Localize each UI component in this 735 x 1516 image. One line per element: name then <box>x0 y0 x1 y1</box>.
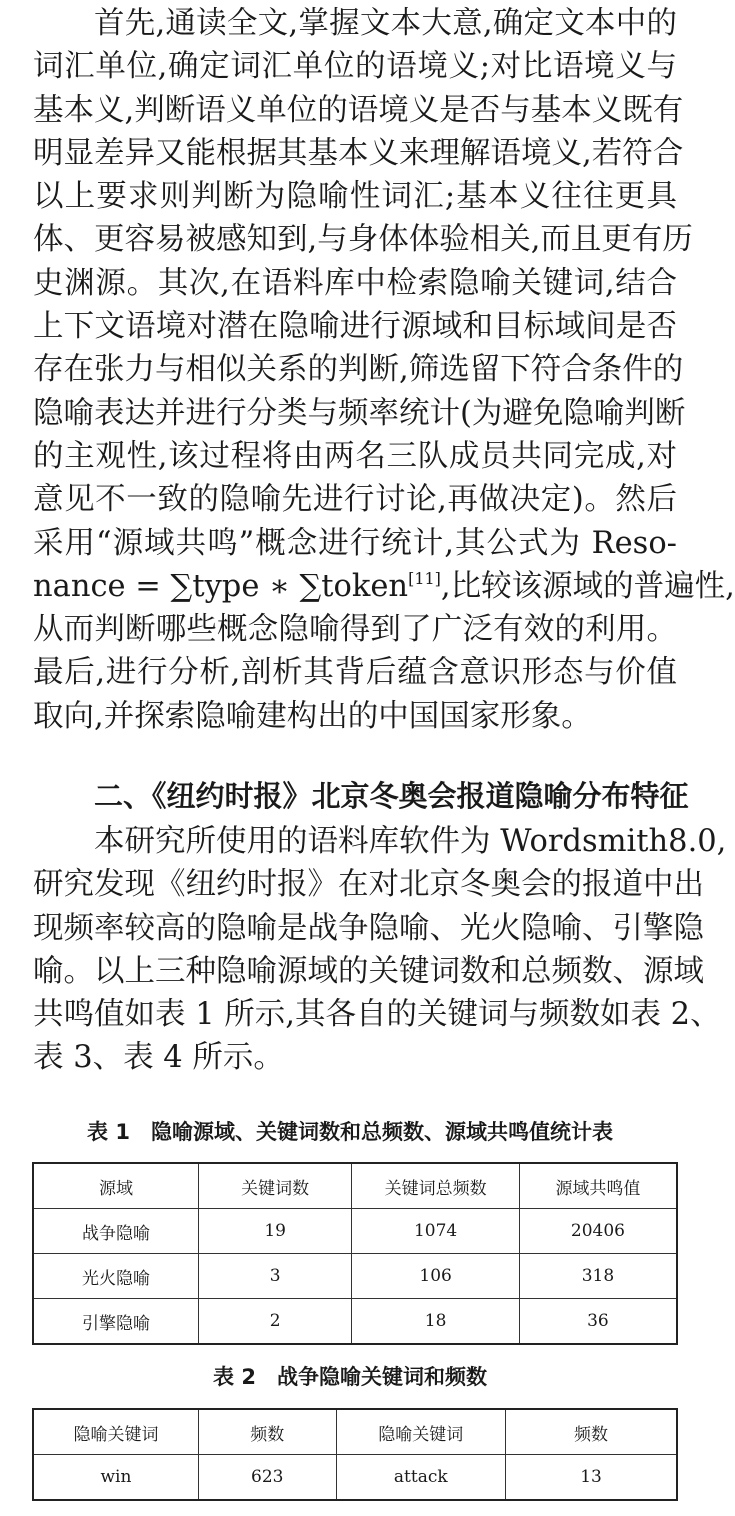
table-row <box>33 1254 677 1299</box>
table-cell: 36 <box>519 1299 677 1345</box>
table-cell: 光火隐喻 <box>33 1254 198 1299</box>
paragraph-method <box>33 2 735 738</box>
table1 <box>32 1162 678 1345</box>
text-line: 史渊源。其次,在语料库中检索隐喻关键词,结合 <box>33 265 677 301</box>
formula-text-after: ,比较该源域的普遍性, <box>440 568 735 604</box>
table-header-row <box>33 1409 677 1455</box>
table-cell: 106 <box>352 1254 520 1299</box>
text-line: 本研究所使用的语料库软件为 Wordsmith8.0, <box>94 824 727 859</box>
table-cell: 13 <box>506 1455 677 1501</box>
text-line: 取向,并探索隐喻建构出的中国国家形象。 <box>33 698 592 734</box>
table-header-cell: 源域共鸣值 <box>519 1163 677 1209</box>
table-cell: 19 <box>198 1209 351 1254</box>
table-header-cell: 关键词数 <box>198 1163 351 1209</box>
table-cell: 2 <box>198 1299 351 1345</box>
text-line: 基本义,判断语义单位的语境义是否与基本义既有 <box>33 92 684 128</box>
table-cell: 1074 <box>352 1209 520 1254</box>
table-row <box>33 1455 677 1501</box>
table-cell: attack <box>336 1455 506 1501</box>
table-header-cell: 频数 <box>506 1409 677 1455</box>
text-line: 隐喻表达并进行分类与频率统计(为避免隐喻判断 <box>33 395 686 431</box>
table-cell: 20406 <box>519 1209 677 1254</box>
text-line: 以上要求则判断为隐喻性词汇;基本义往往更具 <box>33 179 677 215</box>
table2-caption: 表 2 战争隐喻关键词和频数 <box>213 1365 487 1389</box>
paragraph-findings <box>33 820 727 1080</box>
table-header-cell: 隐喻关键词 <box>33 1409 198 1455</box>
text-line: 首先,通读全文,掌握文本大意,确定文本中的 <box>94 6 677 41</box>
text-line: 的主观性,该过程将由两名三队成员共同完成,对 <box>33 438 677 474</box>
text-line: 上下文语境对潜在隐喻进行源域和目标域间是否 <box>33 309 677 345</box>
table-row <box>33 1209 677 1254</box>
table2 <box>32 1408 678 1501</box>
citation-ref[interactable]: [11] <box>408 568 441 588</box>
table-row <box>33 1299 677 1345</box>
text-line: 词汇单位,确定词汇单位的语境义;对比语境义与 <box>33 49 677 85</box>
table-cell: 18 <box>352 1299 520 1345</box>
table-cell: 318 <box>519 1254 677 1299</box>
table-cell: 623 <box>198 1455 336 1501</box>
table-cell: win <box>33 1455 198 1501</box>
table-header-row <box>33 1163 677 1209</box>
text-line: 表 3、表 4 所示。 <box>33 1040 284 1076</box>
text-line: 喻。以上三种隐喻源域的关键词数和总频数、源域 <box>33 953 704 989</box>
table-cell: 战争隐喻 <box>33 1209 198 1254</box>
section-heading: 二、《纽约时报》北京冬奥会报道隐喻分布特征 <box>94 779 689 813</box>
text-line: 意见不一致的隐喻先进行讨论,再做决定)。然后 <box>33 482 677 518</box>
formula-line <box>33 565 735 608</box>
table-cell: 引擎隐喻 <box>33 1299 198 1345</box>
table-header-cell: 隐喻关键词 <box>336 1409 506 1455</box>
text-line: 研究发现《纽约时报》在对北京冬奥会的报道中出 <box>33 867 704 903</box>
table-header-cell: 关键词总频数 <box>352 1163 520 1209</box>
text-line: 存在张力与相似关系的判断,筛选留下符合条件的 <box>33 352 684 388</box>
text-line: 采用“源域共鸣”概念进行统计,其公式为 Reso- <box>33 525 677 561</box>
table-cell: 3 <box>198 1254 351 1299</box>
text-line: 共鸣值如表 1 所示,其各自的关键词与频数如表 2、 <box>33 997 721 1033</box>
table1-caption: 表 1 隐喻源域、关键词数和总频数、源域共鸣值统计表 <box>87 1120 613 1144</box>
table-header-cell: 源域 <box>33 1163 198 1209</box>
text-line: 从而判断哪些概念隐喻得到了广泛有效的利用。 <box>33 612 677 648</box>
text-line: 体、更容易被感知到,与身体体验相关,而且更有历 <box>33 222 693 258</box>
text-line: 最后,进行分析,剖析其背后蕴含意识形态与价值 <box>33 655 677 691</box>
text-line: 明显差异又能根据其基本义来理解语境义,若符合 <box>33 135 684 171</box>
text-line: 现频率较高的隐喻是战争隐喻、光火隐喻、引擎隐 <box>33 910 704 946</box>
formula-text: nance = ∑type ∗ ∑token <box>33 568 409 604</box>
table-header-cell: 频数 <box>198 1409 336 1455</box>
